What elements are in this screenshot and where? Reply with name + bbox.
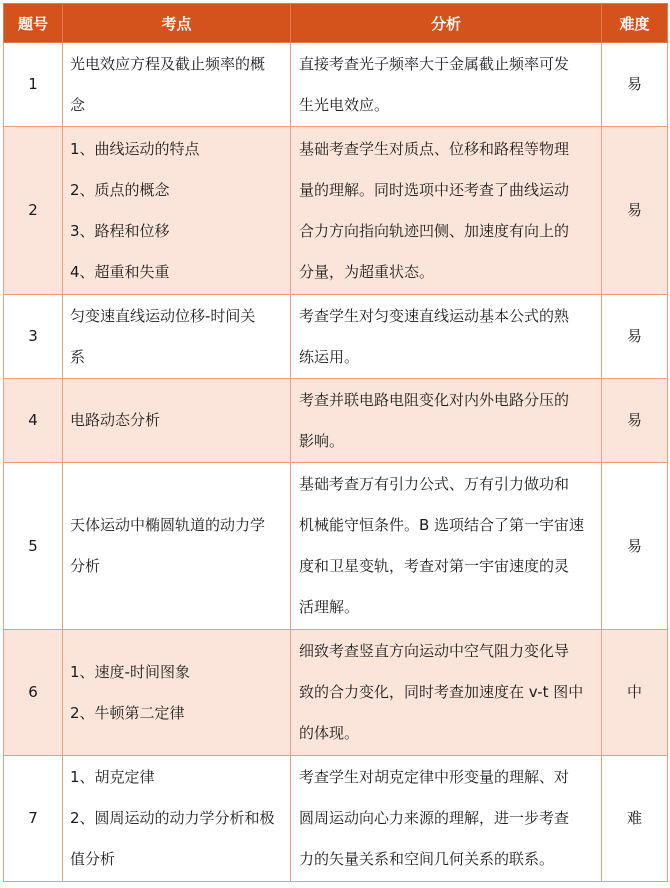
table-row [4,43,668,127]
analysis-line: 基础考查学生对质点、位移和路程等物理 [299,139,570,158]
difficulty: 易 [602,295,668,379]
knowledge-point-line: 1、曲线运动的特点 [70,139,200,158]
question-number: 3 [4,295,63,379]
difficulty: 易 [602,379,668,463]
exam-analysis-table [3,3,668,882]
knowledge-point-line: 匀变速直线运动位移-时间关 [70,306,256,325]
knowledge-point [63,295,291,379]
analysis [291,463,602,630]
analysis [291,756,602,882]
table-row [4,295,668,379]
knowledge-point-line: 2、圆周运动的动力学分析和极 [70,809,275,827]
analysis-line: 基础考查万有引力公式、万有引力做功和 [299,475,570,493]
table-row [4,630,668,756]
knowledge-point-line: 分析 [70,557,101,575]
analysis-line: 直接考查光子频率大于金属截止频率可发 [299,54,570,73]
knowledge-point-line: 电路动态分析 [70,411,161,429]
knowledge-point-line: 4、超重和失重 [70,262,170,281]
difficulty: 难 [602,756,668,882]
analysis-line: 影响。 [299,431,345,450]
knowledge-point [63,756,291,882]
knowledge-point-line: 光电效应方程及截止频率的概 [70,54,266,73]
analysis [291,379,602,463]
table-row [4,463,668,630]
knowledge-point-line: 2、质点的概念 [70,180,170,199]
header-point: 考点 [63,4,291,43]
table-row [4,379,668,463]
analysis-line: 的体现。 [299,724,360,742]
knowledge-point-line: 念 [70,95,86,114]
knowledge-point-line: 1、胡克定律 [70,768,155,786]
table-body [4,43,668,882]
knowledge-point-line: 2、牛顿第二定律 [70,703,185,722]
header-row [4,4,668,43]
question-number: 1 [4,43,63,127]
analysis [291,295,602,379]
analysis-line: 练运用。 [299,347,360,366]
difficulty: 易 [602,127,668,295]
knowledge-point-line: 值分析 [70,850,116,868]
table-row [4,127,668,295]
knowledge-point [63,127,291,295]
analysis-line: 生光电效应。 [299,95,390,114]
question-number: 6 [4,630,63,756]
analysis-line: 量的理解。同时选项中还考查了曲线运动 [299,180,570,199]
analysis-line: 考查并联电路电阻变化对内外电路分压的 [299,390,570,409]
knowledge-point [63,463,291,630]
analysis-line: 度和卫星变轨，考查对第一宇宙速度的灵 [299,557,570,575]
analysis-line: 合力方向指向轨迹凹侧、加速度有向上的 [299,221,570,240]
question-number: 7 [4,756,63,882]
question-number: 5 [4,463,63,630]
analysis-line: 圆周运动向心力来源的理解，进一步考查 [299,809,570,827]
difficulty: 中 [602,630,668,756]
knowledge-point-line: 3、路程和位移 [70,221,170,240]
analysis-line: 活理解。 [299,598,360,616]
knowledge-point-line: 系 [70,347,86,366]
knowledge-point [63,379,291,463]
header-level: 难度 [602,4,668,43]
header-num: 题号 [4,4,63,43]
analysis-line: 力的矢量关系和空间几何关系的联系。 [299,850,555,868]
knowledge-point-line: 天体运动中椭圆轨道的动力学 [70,516,266,534]
question-number: 2 [4,127,63,295]
difficulty: 易 [602,463,668,630]
analysis [291,630,602,756]
analysis-line: 细致考查竖直方向运动中空气阻力变化导 [299,642,570,660]
table-row [4,756,668,882]
knowledge-point-line: 1、速度-时间图象 [70,662,190,681]
knowledge-point [63,43,291,127]
analysis [291,127,602,295]
analysis-line: 考查学生对胡克定律中形变量的理解、对 [299,768,570,786]
analysis [291,43,602,127]
question-number: 4 [4,379,63,463]
analysis-line: 机械能守恒条件。B 选项结合了第一宇宙速 [299,516,585,534]
difficulty: 易 [602,43,668,127]
header-analysis: 分析 [291,4,602,43]
analysis-line: 致的合力变化，同时考查加速度在 v-t 图中 [299,683,584,701]
analysis-line: 考查学生对匀变速直线运动基本公式的熟 [299,306,570,325]
analysis-line: 分量，为超重状态。 [299,262,435,281]
knowledge-point [63,630,291,756]
